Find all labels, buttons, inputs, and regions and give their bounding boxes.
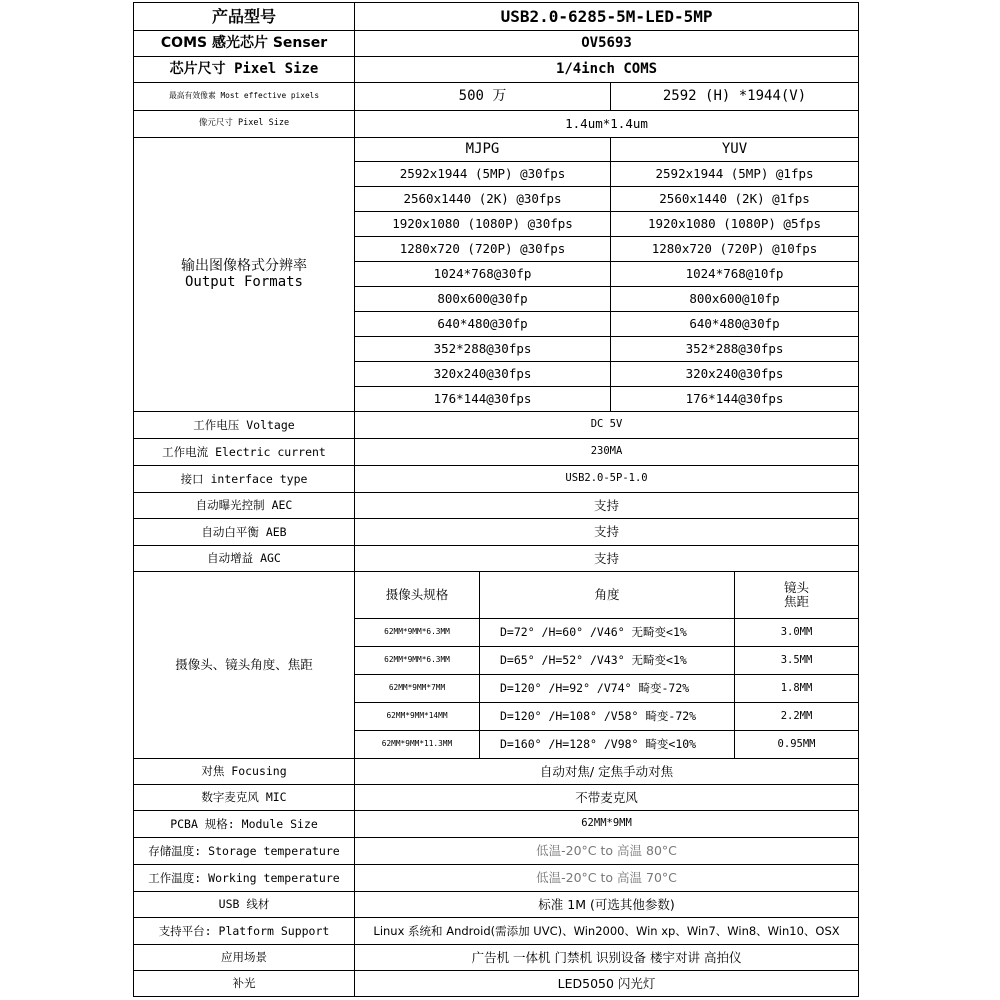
lens-spec: 62MM*9MM*6.3MM bbox=[355, 647, 480, 675]
spec-value: 230MA bbox=[355, 439, 859, 466]
format-yuv: 352*288@30fps bbox=[611, 337, 859, 362]
spec-row bbox=[134, 519, 859, 546]
lens-spec: 62MM*9MM*6.3MM bbox=[355, 619, 480, 647]
spec-row bbox=[134, 546, 859, 572]
spec-value: 支持 bbox=[355, 493, 859, 519]
spec-row bbox=[134, 412, 859, 439]
footer-row bbox=[134, 918, 859, 945]
format-mjpg: 1280x720 (720P) @30fps bbox=[355, 237, 611, 262]
row-chip-size bbox=[134, 57, 859, 83]
format-mjpg: 2560x1440 (2K) @30fps bbox=[355, 187, 611, 212]
footer-label: 支持平台: Platform Support bbox=[134, 918, 355, 945]
value-effective-pixels-mp: 500 万 bbox=[355, 83, 611, 111]
lens-focal: 2.2MM bbox=[735, 703, 859, 731]
footer-row bbox=[134, 759, 859, 785]
value-effective-pixels-res: 2592 (H) *1944(V) bbox=[611, 83, 859, 111]
spec-label: 自动曝光控制 AEC bbox=[134, 493, 355, 519]
lens-focal: 3.0MM bbox=[735, 619, 859, 647]
label-sensor: COMS 感光芯片 Senser bbox=[134, 31, 355, 57]
spec-value: DC 5V bbox=[355, 412, 859, 439]
row-pixel-size bbox=[134, 111, 859, 138]
format-yuv: 800x600@10fp bbox=[611, 287, 859, 312]
footer-row bbox=[134, 971, 859, 997]
footer-row bbox=[134, 785, 859, 811]
lens-col-spec: 摄像头规格 bbox=[355, 572, 480, 619]
spec-label: 自动白平衡 AEB bbox=[134, 519, 355, 546]
spec-label: 接口 interface type bbox=[134, 466, 355, 493]
footer-value: 不带麦克风 bbox=[355, 785, 859, 811]
footer-row bbox=[134, 865, 859, 892]
footer-value: LED5050 闪光灯 bbox=[355, 971, 859, 997]
format-mjpg: 1920x1080 (1080P) @30fps bbox=[355, 212, 611, 237]
spec-row bbox=[134, 493, 859, 519]
footer-value: 低温-20°C to 高温 80°C bbox=[355, 838, 859, 865]
lens-angle: D=160° /H=128° /V98° 畸变<10% bbox=[480, 731, 735, 759]
footer-value: 62MM*9MM bbox=[355, 811, 859, 838]
footer-label: 对焦 Focusing bbox=[134, 759, 355, 785]
format-mjpg: 1024*768@30fp bbox=[355, 262, 611, 287]
format-mjpg: 640*480@30fp bbox=[355, 312, 611, 337]
label-model: 产品型号 bbox=[134, 3, 355, 31]
lens-angle: D=120° /H=108° /V58° 畸变-72% bbox=[480, 703, 735, 731]
footer-label: 补光 bbox=[134, 971, 355, 997]
lens-spec: 62MM*9MM*14MM bbox=[355, 703, 480, 731]
lens-col-focal-2: 焦距 bbox=[784, 594, 810, 609]
label-output-formats bbox=[134, 138, 355, 412]
spec-label: 自动增益 AGC bbox=[134, 546, 355, 572]
footer-value: 标准 1M (可选其他参数) bbox=[355, 892, 859, 918]
footer-label: 存储温度: Storage temperature bbox=[134, 838, 355, 865]
format-yuv: 2560x1440 (2K) @1fps bbox=[611, 187, 859, 212]
value-pixel-size: 1.4um*1.4um bbox=[355, 111, 859, 138]
lens-focal: 1.8MM bbox=[735, 675, 859, 703]
footer-label: 工作温度: Working temperature bbox=[134, 865, 355, 892]
lens-focal: 0.95MM bbox=[735, 731, 859, 759]
footer-value: 低温-20°C to 高温 70°C bbox=[355, 865, 859, 892]
col-mjpg: MJPG bbox=[355, 138, 611, 162]
footer-value: 广告机 一体机 门禁机 识别设备 楼宇对讲 高拍仪 bbox=[355, 945, 859, 971]
lens-angle: D=120° /H=92° /V74° 畸变-72% bbox=[480, 675, 735, 703]
footer-row bbox=[134, 811, 859, 838]
format-mjpg: 176*144@30fps bbox=[355, 387, 611, 412]
format-yuv: 1280x720 (720P) @10fps bbox=[611, 237, 859, 262]
format-mjpg: 800x600@30fp bbox=[355, 287, 611, 312]
format-yuv: 1920x1080 (1080P) @5fps bbox=[611, 212, 859, 237]
format-yuv: 2592x1944 (5MP) @1fps bbox=[611, 162, 859, 187]
label-pixel-size: 像元尺寸 Pixel Size bbox=[134, 111, 355, 138]
value-sensor: OV5693 bbox=[355, 31, 859, 57]
row-sensor bbox=[134, 31, 859, 57]
value-chip-size: 1/4inch COMS bbox=[355, 57, 859, 83]
label-chip-size: 芯片尺寸 Pixel Size bbox=[134, 57, 355, 83]
footer-row bbox=[134, 838, 859, 865]
format-yuv: 320x240@30fps bbox=[611, 362, 859, 387]
row-model bbox=[134, 3, 859, 31]
lens-angle: D=65° /H=52° /V43° 无畸变<1% bbox=[480, 647, 735, 675]
footer-label: PCBA 规格: Module Size bbox=[134, 811, 355, 838]
footer-value: 自动对焦/ 定焦手动对焦 bbox=[355, 759, 859, 785]
spec-value: USB2.0-5P-1.0 bbox=[355, 466, 859, 493]
output-formats-cn: 输出图像格式分辨率 bbox=[181, 258, 307, 275]
footer-row bbox=[134, 945, 859, 971]
row-effective-pixels bbox=[134, 83, 859, 111]
lens-angle: D=72° /H=60° /V46° 无畸变<1% bbox=[480, 619, 735, 647]
label-effective-pixels: 最高有效像素 Most effective pixels bbox=[134, 83, 355, 111]
footer-value: Linux 系统和 Android(需添加 UVC)、Win2000、Win xp、Win7、Win8、Win10、OSX bbox=[355, 918, 859, 945]
spec-label: 工作电压 Voltage bbox=[134, 412, 355, 439]
footer-label: 数字麦克风 MIC bbox=[134, 785, 355, 811]
spec-value: 支持 bbox=[355, 546, 859, 572]
format-yuv: 1024*768@10fp bbox=[611, 262, 859, 287]
col-yuv: YUV bbox=[611, 138, 859, 162]
format-mjpg: 352*288@30fps bbox=[355, 337, 611, 362]
lens-header-row bbox=[134, 572, 859, 619]
lens-col-focal-1: 镜头 bbox=[784, 580, 810, 596]
lens-spec: 62MM*9MM*11.3MM bbox=[355, 731, 480, 759]
row-output-head bbox=[134, 138, 859, 162]
value-model: USB2.0-6285-5M-LED-5MP bbox=[355, 3, 859, 31]
lens-focal: 3.5MM bbox=[735, 647, 859, 675]
label-lens: 摄像头、镜头角度、焦距 bbox=[134, 572, 355, 759]
footer-row bbox=[134, 892, 859, 918]
spec-label: 工作电流 Electric current bbox=[134, 439, 355, 466]
lens-col-focal bbox=[735, 572, 859, 619]
format-yuv: 176*144@30fps bbox=[611, 387, 859, 412]
spec-table bbox=[133, 2, 859, 997]
lens-spec: 62MM*9MM*7MM bbox=[355, 675, 480, 703]
format-mjpg: 320x240@30fps bbox=[355, 362, 611, 387]
lens-col-angle: 角度 bbox=[480, 572, 735, 619]
spec-row bbox=[134, 466, 859, 493]
footer-label: 应用场景 bbox=[134, 945, 355, 971]
spec-value: 支持 bbox=[355, 519, 859, 546]
footer-label: USB 线材 bbox=[134, 892, 355, 918]
spec-row bbox=[134, 439, 859, 466]
format-mjpg: 2592x1944 (5MP) @30fps bbox=[355, 162, 611, 187]
output-formats-en: Output Formats bbox=[184, 273, 303, 290]
format-yuv: 640*480@30fp bbox=[611, 312, 859, 337]
